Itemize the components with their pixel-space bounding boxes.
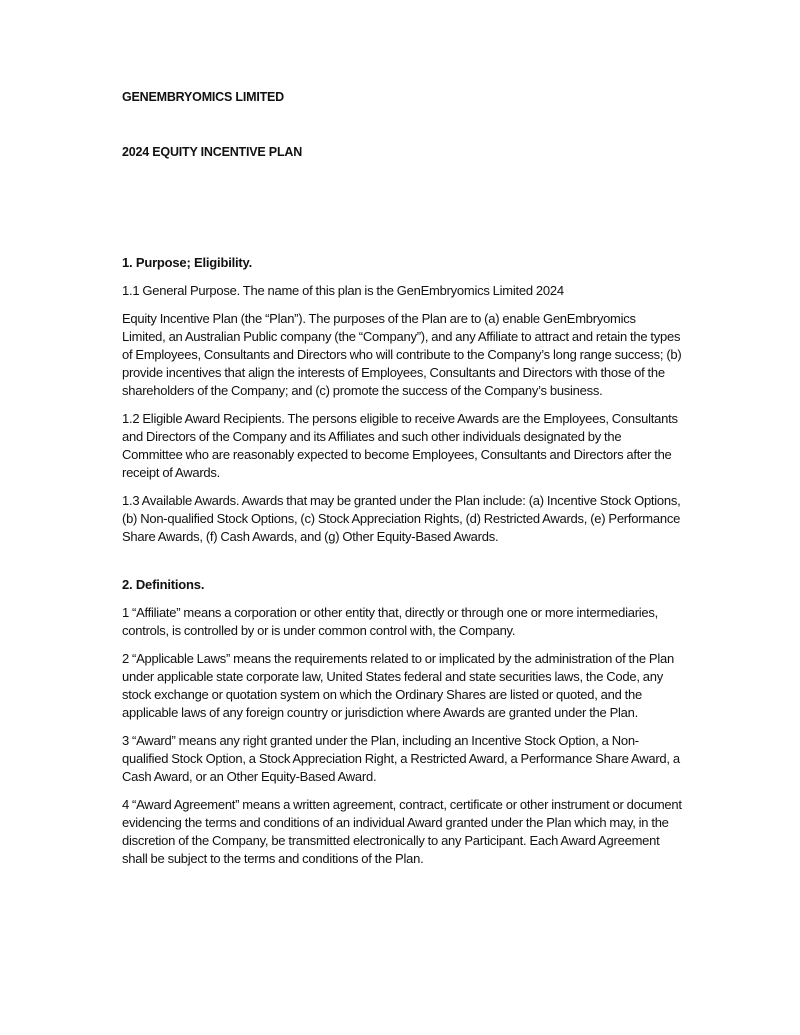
definition-affiliate: 1 “Affiliate” means a corporation or other entity that, directly or through one or more intermediaries, controls, is controlled by or is under common control with, the Company. [122,605,659,638]
definition-award: 3 “Award” means any right granted under the Plan, including an Incentive Stock Option, a Non-qualified Stock Option, a Stock Appreciation Right, a Restricted Award, a Performance Share Award, a Cash Award, or an Other Equity-Based Award. [122,733,680,784]
paragraph-eligible-recipients: 1.2 Eligible Award Recipients. The persons eligible to receive Awards are the Employees, Consultants and Directors of the Company and its Affiliates and such other individuals designated by the Committee who are reasonably expected to become Employees, Consultants and Directors after the receipt of Awards. [122,411,678,480]
document-body [122,88,682,868]
paragraph-plan-purposes: Equity Incentive Plan (the “Plan”). The purposes of the Plan are to (a) enable GenEmbryomics Limited, an Australian Public company (the “Company”), and any Affiliate to attract and retain the types of Employees, Consultants and Directors who will contribute to the Company’s long range success; (b) provide incentives that align the interests of Employees, Consultants and Directors with those of the shareholders of the Company; and (c) promote the success of the Company’s business. [122,311,682,398]
section-purpose-eligibility [122,254,682,546]
definition-award-agreement: 4 “Award Agreement” means a written agreement, contract, certificate or other instrument or document evidencing the terms and conditions of an individual Award granted under the Plan which may, in the discretion of the Company, be transmitted electronically to any Participant. Each Award Agreement shall be subject to the terms and conditions of the Plan. [122,797,682,866]
paragraph-available-awards: 1.3 Available Awards. Awards that may be granted under the Plan include: (a) Incentive Stock Options, (b) Non-qualified Stock Options, (c) Stock Appreciation Rights, (d) Restricted Awards, (e) Performance Share Awards, (f) Cash Awards, and (g) Other Equity-Based Awards. [122,493,681,544]
company-name: GENEMBRYOMICS LIMITED [122,90,285,104]
section-definitions [122,576,682,868]
section-heading: 1. Purpose; Eligibility. [122,255,253,270]
plan-title: 2024 EQUITY INCENTIVE PLAN [122,145,303,159]
section-heading: 2. Definitions. [122,577,205,592]
definition-applicable-laws: 2 “Applicable Laws” means the requirements related to or implicated by the administration of the Plan under applicable state corporate law, United States federal and state securities laws, the Code, any stock exchange or quotation system on which the Ordinary Shares are listed or quoted, and the applicable laws of any foreign country or jurisdiction where Awards are granted under the Plan. [122,651,674,720]
paragraph-general-purpose: 1.1 General Purpose. The name of this plan is the GenEmbryomics Limited 2024 [122,283,564,298]
